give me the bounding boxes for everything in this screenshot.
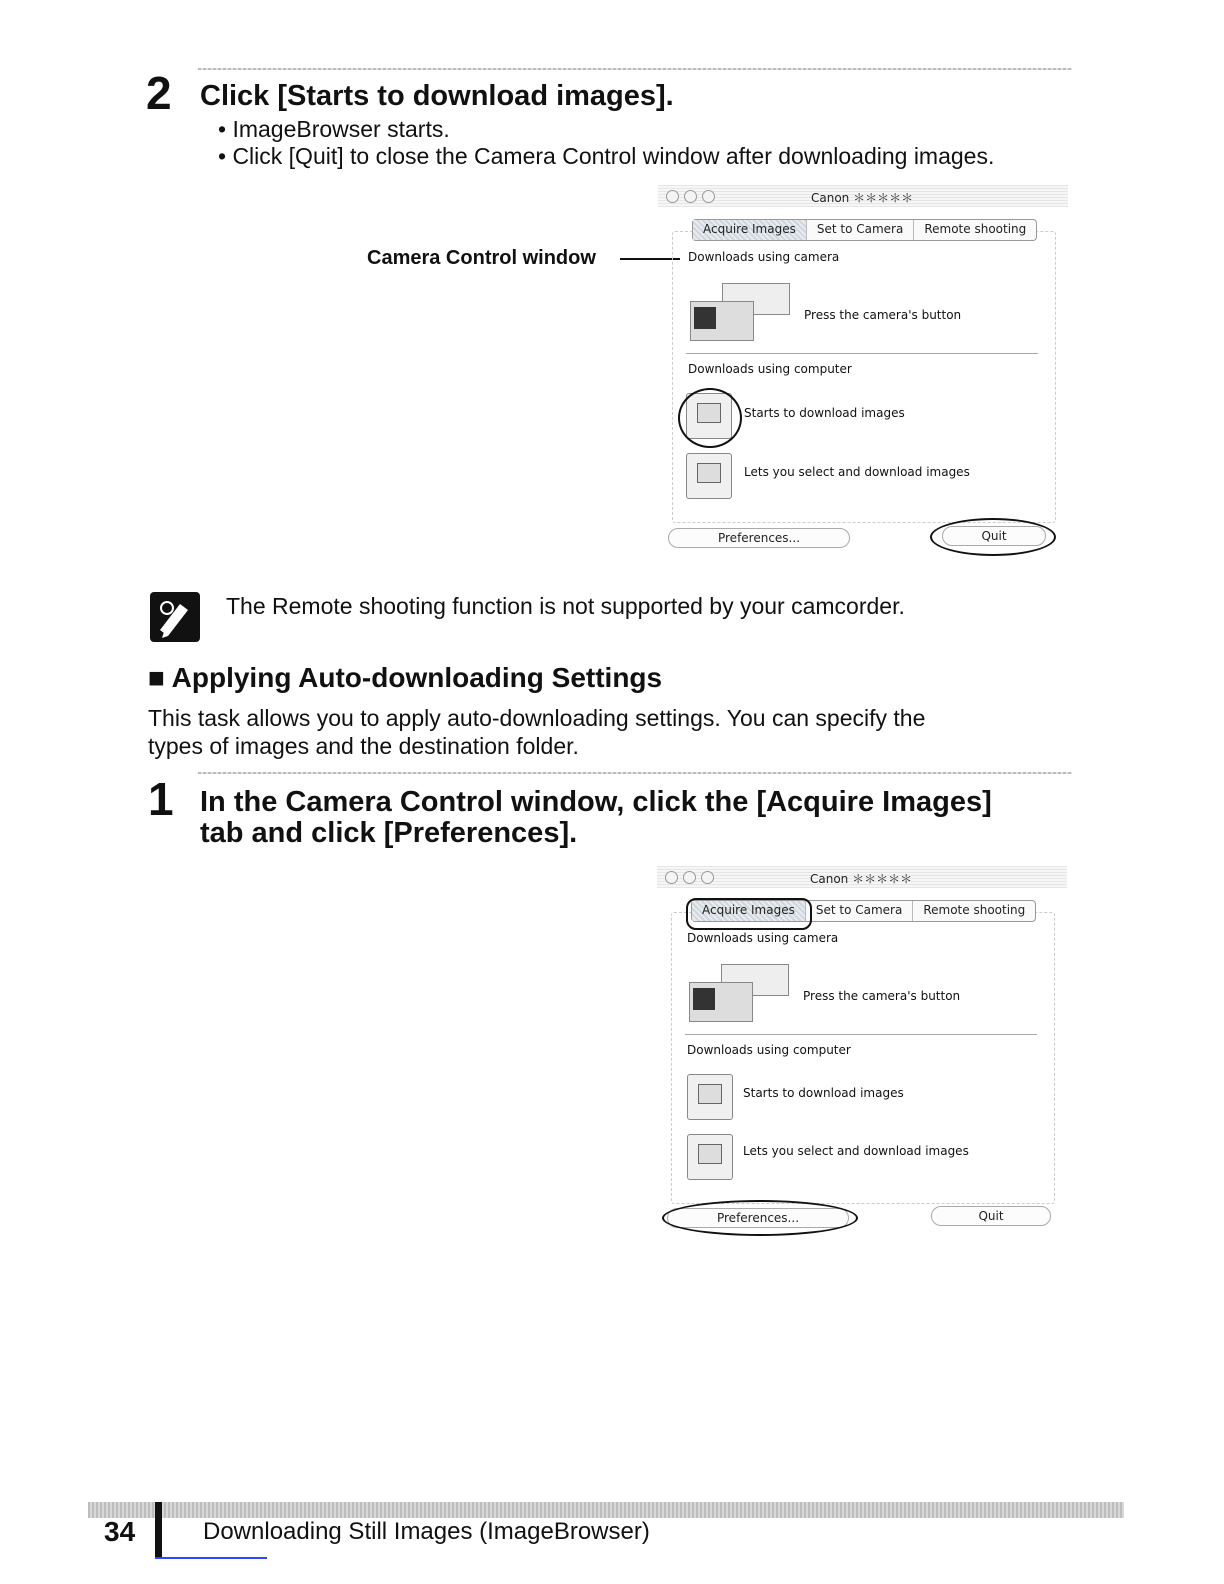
step-1-heading-line-2: tab and click [Preferences]. bbox=[200, 817, 578, 849]
starts-download-label[interactable]: Starts to download images bbox=[744, 406, 905, 420]
zoom-dot-icon[interactable] bbox=[701, 871, 714, 884]
press-camera-button-label: Press the camera's button bbox=[803, 989, 961, 1003]
page-number: 34 bbox=[104, 1516, 136, 1547]
select-download-label[interactable]: Lets you select and download images bbox=[744, 465, 970, 479]
select-download-icon[interactable] bbox=[687, 1134, 733, 1180]
window-title: Canon ＊＊＊＊＊ bbox=[810, 872, 913, 886]
step-2-number: 2 bbox=[146, 67, 172, 119]
step-2-heading: Click [Starts to download images]. bbox=[200, 80, 674, 112]
minimize-dot-icon[interactable] bbox=[683, 871, 696, 884]
note-text: The Remote shooting function is not supported by your camcorder. bbox=[226, 593, 905, 619]
footer-divider bbox=[155, 1502, 162, 1558]
quit-button[interactable]: Quit bbox=[931, 1206, 1051, 1226]
press-camera-button-label: Press the camera's button bbox=[804, 308, 962, 322]
step-1-rule bbox=[198, 772, 1072, 774]
starts-download-label[interactable]: Starts to download images bbox=[743, 1086, 904, 1100]
footer-bar bbox=[88, 1502, 1124, 1518]
select-download-label[interactable]: Lets you select and download images bbox=[743, 1144, 969, 1158]
starts-download-highlight bbox=[678, 388, 742, 448]
preferences-button[interactable]: Preferences... bbox=[667, 1208, 849, 1228]
tab-remote-shooting[interactable]: Remote shooting bbox=[924, 222, 1027, 236]
tab-set-to-camera[interactable]: Set to Camera bbox=[806, 901, 913, 921]
footer-title: Downloading Still Images (ImageBrowser) bbox=[203, 1518, 650, 1545]
step-1-heading-line-1: In the Camera Control window, click the [Acquire Images] bbox=[200, 786, 992, 818]
downloads-using-camera-label: Downloads using camera bbox=[688, 250, 840, 264]
downloads-using-computer-label: Downloads using computer bbox=[688, 362, 852, 376]
camera-control-window bbox=[658, 185, 1068, 563]
starts-download-icon[interactable] bbox=[687, 1074, 733, 1120]
section-divider bbox=[685, 1034, 1037, 1035]
tab-remote-shooting[interactable]: Remote shooting bbox=[923, 903, 1026, 917]
quit-highlight bbox=[930, 518, 1056, 556]
section-divider bbox=[686, 353, 1038, 354]
zoom-dot-icon[interactable] bbox=[702, 190, 715, 203]
close-dot-icon[interactable] bbox=[665, 871, 678, 884]
step-2-bullet-2: • Click [Quit] to close the Camera Control window after downloading images. bbox=[218, 143, 995, 169]
downloads-using-camera-label: Downloads using camera bbox=[687, 931, 839, 945]
section-heading: ■ Applying Auto-downloading Settings bbox=[148, 662, 663, 693]
tab-acquire-images[interactable]: Acquire Images bbox=[693, 220, 807, 240]
quit-button[interactable]: Quit bbox=[942, 526, 1046, 546]
footer-underline bbox=[155, 1557, 267, 1559]
camera-button-icon bbox=[689, 964, 789, 1022]
minimize-dot-icon[interactable] bbox=[684, 190, 697, 203]
tab-acquire-images[interactable]: Acquire Images bbox=[692, 901, 806, 921]
camera-button-icon bbox=[690, 283, 790, 341]
section-intro-line-1: This task allows you to apply auto-downloading settings. You can specify the bbox=[148, 705, 926, 731]
step-2-bullet-1: • ImageBrowser starts. bbox=[218, 116, 450, 142]
preferences-button[interactable]: Preferences... bbox=[668, 528, 850, 548]
select-download-icon[interactable] bbox=[686, 453, 732, 499]
section-intro-line-2: types of images and the destination folder. bbox=[148, 733, 579, 759]
tab-bar bbox=[692, 219, 1037, 241]
acquire-tab-highlight bbox=[686, 898, 812, 930]
note-pencil-icon bbox=[150, 592, 200, 642]
top-rule bbox=[198, 68, 1072, 70]
tab-set-to-camera[interactable]: Set to Camera bbox=[807, 220, 914, 240]
preferences-highlight bbox=[662, 1200, 858, 1236]
step-1-number: 1 bbox=[148, 773, 174, 825]
window-title: Canon ＊＊＊＊＊ bbox=[811, 191, 914, 205]
callout-label: Camera Control window bbox=[367, 247, 596, 269]
close-dot-icon[interactable] bbox=[666, 190, 679, 203]
downloads-using-computer-label: Downloads using computer bbox=[687, 1043, 851, 1057]
